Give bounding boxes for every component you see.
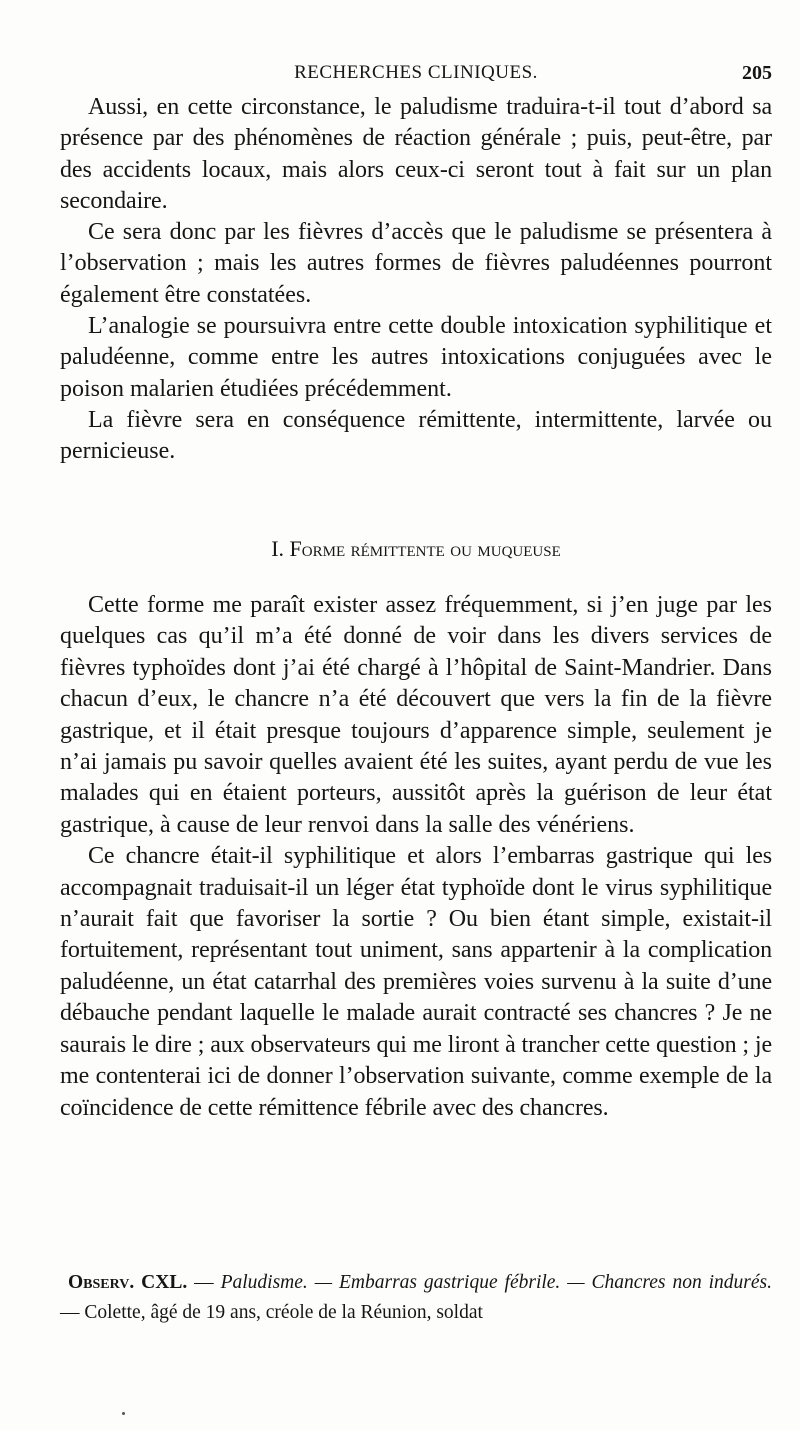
observation-label: Observ. CXL. — [68, 1272, 188, 1293]
section-number: I. — [271, 536, 285, 561]
paragraph: Cette forme me paraît exister assez fréquemment, si j’en juge par les quelques cas qu’il m’a été donné de voir dans les divers services de fièvres typhoïdes dont j’ai été chargé à l’hôpital de Saint-Mandrier. Dans chacun d’eux, le chancre n’a été découvert que vers la fin de la fièvre gastrique, et il était presque toujours d’apparence simple, seulement je n’ai jamais pu savoir quelles avaient été les suites, ayant perdu de vue les malades qui en étaient porteurs, aussitôt après la guérison de leur état gastrique, à cause de leur renvoi dans la salle des vénériens. — [60, 592, 772, 838]
paragraph: Ce sera donc par les fièvres d’accès que le paludisme se présentera à l’observation ; mais les autres formes de fièvres paludéennes pourront également être constatées. — [60, 219, 772, 308]
intro-text-block — [60, 92, 772, 468]
observation-text: Colette, âgé de 19 ans, créole de la Réunion, soldat — [84, 1302, 483, 1323]
paragraph: La fièvre sera en conséquence rémittente, intermittente, larvée ou pernicieuse. — [60, 406, 772, 465]
section-text-block — [60, 590, 772, 1124]
observation-entry — [60, 1268, 772, 1328]
page-number: 205 — [742, 62, 772, 84]
observation-title: Paludisme. — Embarras gastrique fébrile. — Chancres non indurés. — [220, 1272, 773, 1293]
paragraph: Aussi, en cette circonstance, le paludisme traduira-t-il tout d’abord sa présence par des phénomènes de réaction générale ; puis, peut-être, par des accidents locaux, mais alors ceux-ci seront tout à fait sur un plan secondaire. — [60, 94, 772, 214]
observation-separator: — — [187, 1272, 221, 1293]
running-title: RECHERCHES CLINIQUES. — [294, 62, 538, 83]
page-header — [60, 60, 772, 86]
section-title: Forme rémittente ou muqueuse — [289, 536, 561, 561]
paragraph: L’analogie se poursuivra entre cette double intoxication syphilitique et paludéenne, comme entre les autres intoxications conjuguées avec le poison malarien étudiées précédemment. — [60, 313, 772, 402]
paper-speck — [122, 1412, 125, 1415]
paragraph: Ce chancre était-il syphilitique et alors l’embarras gastrique qui les accompagnait traduisait-il un léger état typhoïde dont le virus syphilitique n’aurait fait que favoriser la sortie ? Ou bien étant simple, existait-il fortuitement, représentant tout uniment, sans appartenir à la complication paludéenne, un état catarrhal des premières voies survenu à la suite d’une débauche pendant laquelle le malade aurait contracté ses chancres ? Je ne saurais le dire ; aux observateurs qui me liront à trancher cette question ; je me contenterai ici de donner l’observation suivante, comme exemple de la coïncidence de cette rémittence fébrile avec des chancres. — [60, 843, 772, 1121]
observation-separator: — — [60, 1302, 85, 1323]
section-heading — [60, 534, 772, 564]
